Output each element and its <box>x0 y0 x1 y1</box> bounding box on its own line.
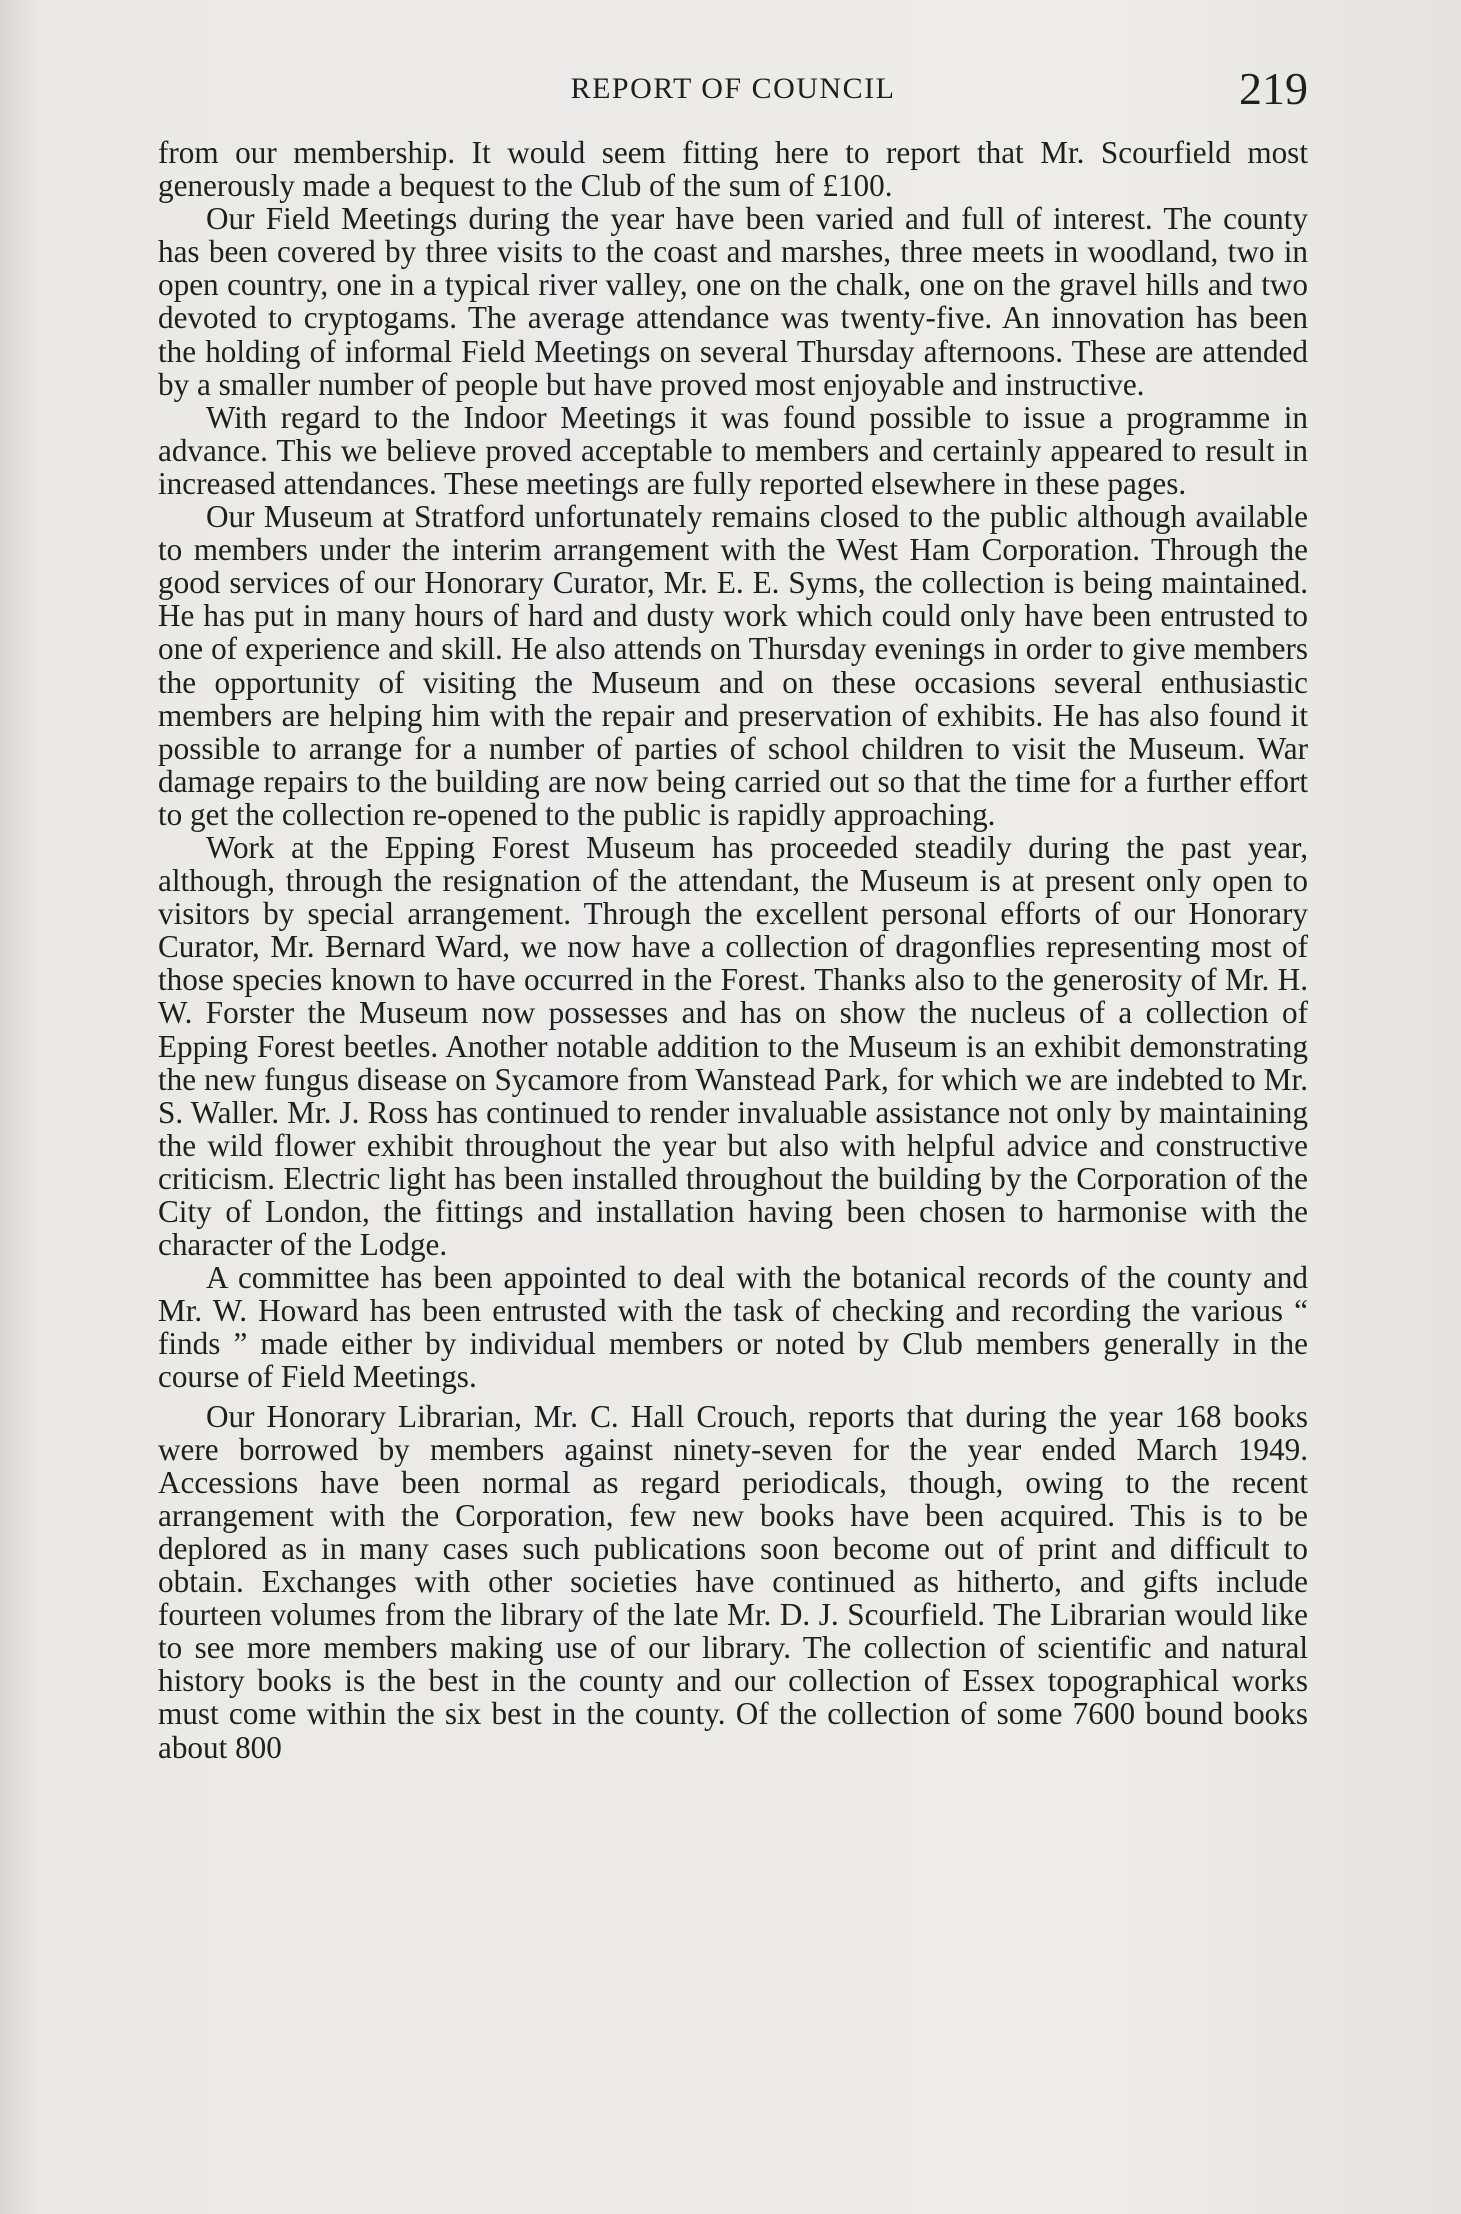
paragraph-membership: from our membership. It would seem fitting here to report that Mr. Scourfield most generously made a bequest to the Club of the sum of £100. <box>158 135 1308 204</box>
paragraph-indoor-meetings: With regard to the Indoor Meetings it was found possible to issue a programme in advance. This we believe proved acceptable to members and certainly appeared to result in increased attendances. These meetings are fully reported elsewhere in these pages. <box>158 399 1308 501</box>
paragraph-stratford-museum: Our Museum at Stratford unfortunately remains closed to the public although available to members under the interim arrangement with the West Ham Corporation. Through the good services of our Honorary Curator, Mr. E. E. Syms, the collection is being maintained. He has put in many hours of hard and dusty work which could only have been entrusted to one of experience and skill. He also attends on Thursday evenings in order to give members the opportunity of visiting the Museum and on these occasions several enthusiastic members are helping him with the repair and preservation of exhibits. He has also found it possible to arrange for a number of parties of school children to visit the Museum. War damage repairs to the building are now being carried out so that the time for a further effort to get the collection re-opened to the public is rapidly approaching. <box>158 499 1308 832</box>
paragraph-botanical-records: A committee has been appointed to deal with the botanical records of the county and Mr. W. Howard has been entrusted with the task of checking and recording the various “ finds ” made either by individual members or noted by Club members generally in the course of Field Meetings. <box>158 1260 1308 1395</box>
paragraph-field-meetings: Our Field Meetings during the year have been varied and full of interest. The county has been covered by three visits to the coast and marshes, three meets in woodland, two in open country, one in a typical river valley, one on the chalk, one on the gravel hills and two devoted to cryptogams. The average attendance was twenty-five. An innovation has been the holding of informal Field Meetings on several Thursday afternoons. These are attended by a smaller number of people but have proved most enjoyable and instructive. <box>158 201 1308 402</box>
body-text <box>158 136 1308 1764</box>
paragraph-epping-forest-museum: Work at the Epping Forest Museum has proceeded steadily during the past year, although, through the resignation of the attendant, the Museum is at present only open to visitors by special arrangement. Through the excellent personal efforts of our Honorary Curator, Mr. Bernard Ward, we now have a collection of dragonflies representing most of those species known to have occurred in the Forest. Thanks also to the generosity of Mr. H. W. Forster the Museum now possesses and has on show the nucleus of a collection of Epping Forest beetles. Another notable addition to the Museum is an exhibit demonstrating the new fungus disease on Sycamore from Wanstead Park, for which we are indebted to Mr. S. Waller. Mr. J. Ross has continued to render invaluable assistance not only by maintaining the wild flower exhibit throughout the year but also with helpful advice and constructive criticism. Electric light has been installed throughout the building by the Corporation of the City of London, the fittings and installation having been chosen to harmonise with the character of the Lodge. <box>158 829 1308 1263</box>
page-header <box>158 60 1308 130</box>
page-number: 219 <box>1239 63 1308 114</box>
running-head: REPORT OF COUNCIL <box>570 72 896 105</box>
paragraph-library: Our Honorary Librarian, Mr. C. Hall Crouch, reports that during the year 168 books were borrowed by members against ninety-seven for the year ended March 1949. Accessions have been normal as regard periodicals, though, owing to the recent arrangement with the Corporation, few new books have been acquired. This is to be deplored as in many cases such publications soon become out of print and difficult to obtain. Exchanges with other societies have continued as hitherto, and gifts include fourteen volumes from the library of the late Mr. D. J. Scourfield. The Librarian would like to see more members making use of our library. The collection of scientific and natural history books is the best in the county and our collection of Essex topographical works must come within the six best in the county. Of the collection of some 7600 bound books about 800 <box>158 1398 1308 1765</box>
